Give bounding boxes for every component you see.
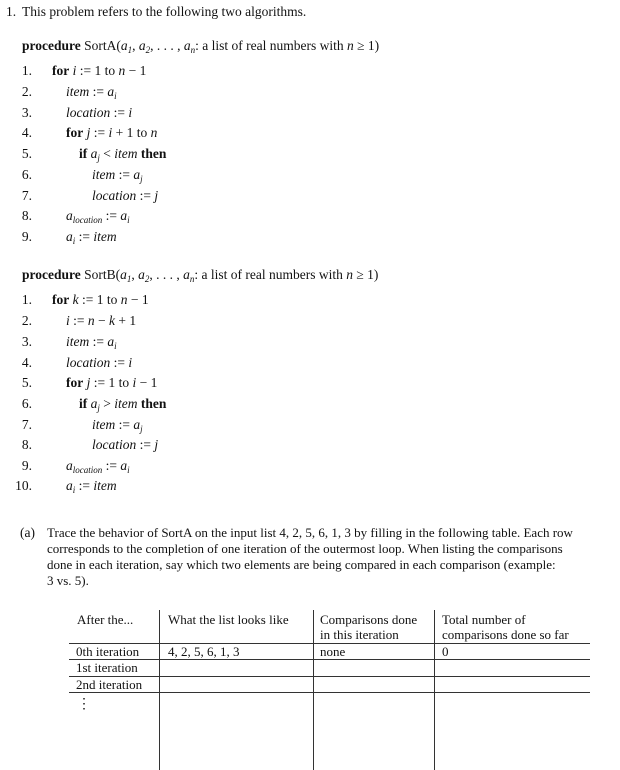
header-total: Total number of comparisons done so far	[442, 612, 569, 642]
code-line: if $a_j$ > item then	[79, 396, 167, 413]
line-number: 2.	[21, 313, 32, 328]
procedure-name: SortA	[84, 38, 117, 53]
table-cell[interactable]: 0	[442, 644, 449, 659]
line-number: 7.	[21, 417, 32, 432]
line-number: 9.	[21, 229, 32, 244]
column-divider	[434, 610, 435, 770]
table-cell: 0th iteration	[76, 644, 140, 659]
table-cell[interactable]	[320, 660, 430, 675]
table-cell[interactable]: 4, 2, 5, 6, 1, 3	[168, 644, 240, 659]
line-number: 5.	[21, 375, 32, 390]
part-a-line: done in each iteration, say which two elements are being compared in each comparison (example:	[47, 557, 556, 572]
problem-intro: This problem refers to the following two algorithms.	[22, 4, 307, 19]
line-number: 8.	[21, 437, 32, 452]
part-a-line: corresponds to the completion of one iteration of the outermost loop. When listing the comparisons	[47, 541, 563, 556]
column-divider	[313, 610, 314, 770]
code-line: item := $a_i$	[66, 84, 117, 101]
code-line: location := j	[92, 437, 159, 452]
code-line: item := $a_j$	[92, 167, 143, 184]
code-line: for j := 1 to i − 1	[66, 375, 158, 390]
row-divider	[69, 692, 590, 693]
code-line: for k := 1 to n − 1	[52, 292, 149, 307]
line-number: 5.	[21, 146, 32, 161]
part-a-line: 3 vs. 5).	[47, 573, 89, 588]
table-cell[interactable]	[320, 677, 430, 692]
table-cell[interactable]	[442, 697, 582, 767]
table-cell: 2nd iteration	[76, 677, 143, 692]
header-list: What the list looks like	[168, 612, 289, 627]
problem-number: 1.	[6, 4, 17, 19]
header-after: After the...	[77, 612, 134, 627]
column-divider	[159, 610, 160, 770]
line-number: 6.	[21, 396, 32, 411]
code-line: item := $a_j$	[92, 417, 143, 434]
procedure-keyword: procedure	[22, 267, 81, 282]
line-number: 3.	[21, 334, 32, 349]
table-cell[interactable]: none	[320, 644, 346, 659]
line-number: 3.	[21, 105, 32, 120]
table-cell[interactable]	[168, 697, 308, 767]
sorta-header: procedure $SortA(a_1$, $a_2$, . . . , $a_n$: a list of real numbers with n ≥ 1)	[22, 38, 380, 55]
table-cell: 1st iteration	[76, 660, 138, 675]
part-a-line: Trace the behavior of SortA on the input list 4, 2, 5, 6, 1, 3 by filling in the following table. Each row	[47, 525, 573, 540]
code-line: if $a_j$ < item then	[79, 146, 167, 163]
vertical-ellipsis: ⋮	[77, 697, 91, 712]
line-number: 6.	[21, 167, 32, 182]
code-line: location := i	[66, 105, 133, 120]
line-number: 4.	[21, 355, 32, 370]
code-line: $a_{location}$ := $a_i$	[66, 208, 130, 225]
line-number: 1.	[21, 63, 32, 78]
line-number: 2.	[21, 84, 32, 99]
code-line: location := i	[66, 355, 133, 370]
part-a-label: (a)	[20, 525, 35, 540]
table-cell[interactable]	[442, 660, 582, 675]
code-line: $a_i$ := item	[66, 478, 117, 495]
line-number: 4.	[21, 125, 32, 140]
procedure-keyword: procedure	[22, 38, 81, 53]
line-number: 8.	[21, 208, 32, 223]
sortb-header: procedure $SortB(a_1$, $a_2$, . . . , $a_n$: a list of real numbers with n ≥ 1)	[22, 267, 379, 284]
table-cell[interactable]	[442, 677, 582, 692]
table-cell[interactable]	[168, 660, 308, 675]
code-line: item := $a_i$	[66, 334, 117, 351]
code-line: $a_i$ := item	[66, 229, 117, 246]
table-cell[interactable]	[168, 677, 308, 692]
line-number: 1.	[21, 292, 32, 307]
table-cell[interactable]	[320, 697, 430, 767]
line-number: 10.	[15, 478, 32, 493]
header-comparisons: Comparisons done in this iteration	[320, 612, 418, 642]
line-number: 9.	[21, 458, 32, 473]
part-a-text	[47, 525, 573, 589]
code-line: for i := 1 to n − 1	[52, 63, 147, 78]
code-line: i := n − k + 1	[66, 313, 137, 328]
code-line: location := j	[92, 188, 159, 203]
code-line: for j := i + 1 to n	[66, 125, 158, 140]
code-line: $a_{location}$ := $a_i$	[66, 458, 130, 475]
procedure-name: SortB	[84, 267, 116, 282]
line-number: 7.	[21, 188, 32, 203]
